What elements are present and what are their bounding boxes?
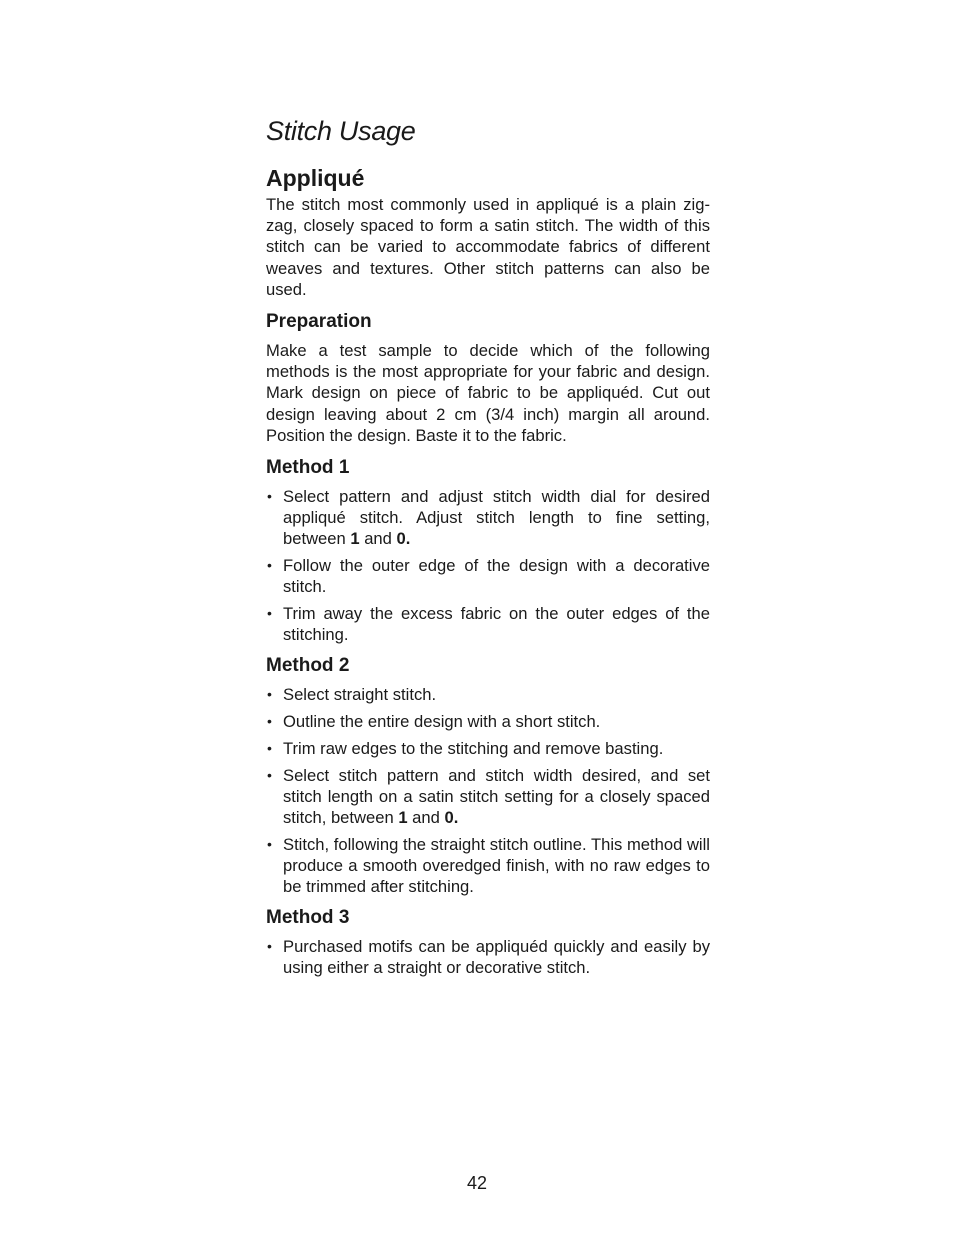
method-2-heading: Method 2 (266, 655, 350, 677)
method-3-list (266, 936, 710, 978)
list-item-text: Trim away the excess fabric on the outer edges of the stitching. (283, 604, 710, 645)
list-item (266, 765, 710, 828)
list-item-text: Trim raw edges to the stitching and remove basting. (283, 739, 664, 759)
list-item-text: Follow the outer edge of the design with a decorative stitch. (283, 556, 710, 597)
list-item (266, 738, 710, 759)
method-1-list (266, 486, 710, 645)
list-item (266, 555, 710, 597)
section-title: Stitch Usage (266, 116, 416, 146)
bullet-icon: • (267, 767, 272, 784)
bullet-icon: • (267, 686, 272, 703)
applique-heading: Appliqué (266, 165, 365, 191)
list-item (266, 834, 710, 897)
bullet-icon: • (267, 557, 272, 574)
method-2-list (266, 684, 710, 897)
list-item (266, 936, 710, 978)
list-item (266, 486, 710, 549)
list-item-text: Select pattern and adjust stitch width dial for desired appliqué stitch. Adjust stitch length to fine setting, between 1 and 0. (283, 487, 710, 549)
preparation-paragraph: Make a test sample to decide which of the following methods is the most appropriate for your fabric and design. Mark design on piece of fabric to be appliquéd. Cut out design leaving about 2 cm (3/4 inch) margin all around. Position the design. Baste it to the fabric. (266, 341, 710, 445)
method-1-heading: Method 1 (266, 457, 350, 479)
bullet-icon: • (267, 488, 272, 505)
list-item (266, 711, 710, 732)
list-item (266, 684, 710, 705)
bullet-icon: • (267, 713, 272, 730)
intro-paragraph: The stitch most commonly used in appliqué is a plain zig-zag, closely spaced to form a satin stitch. The width of this stitch can be varied to accommodate fabrics of different weaves and textures. Other stitch patterns can also be used. (266, 195, 710, 299)
bullet-icon: • (267, 836, 272, 853)
list-item-text: Outline the entire design with a short stitch. (283, 712, 601, 732)
list-item (266, 603, 710, 645)
page-content (266, 112, 710, 987)
bullet-icon: • (267, 605, 272, 622)
preparation-heading: Preparation (266, 311, 372, 333)
list-item-text: Select straight stitch. (283, 685, 437, 705)
bullet-icon: • (267, 938, 272, 955)
method-3-heading: Method 3 (266, 907, 350, 929)
bullet-icon: • (267, 740, 272, 757)
page-number: 42 (466, 1173, 488, 1193)
list-item-text: Select stitch pattern and stitch width desired, and set stitch length on a satin stitch setting for a closely spaced stitch, between 1 and 0. (283, 766, 710, 828)
list-item-text: Purchased motifs can be appliquéd quickly and easily by using either a straight or decorative stitch. (283, 937, 710, 978)
list-item-text: Stitch, following the straight stitch outline. This method will produce a smooth overedged finish, with no raw edges to be trimmed after stitching. (283, 835, 710, 897)
